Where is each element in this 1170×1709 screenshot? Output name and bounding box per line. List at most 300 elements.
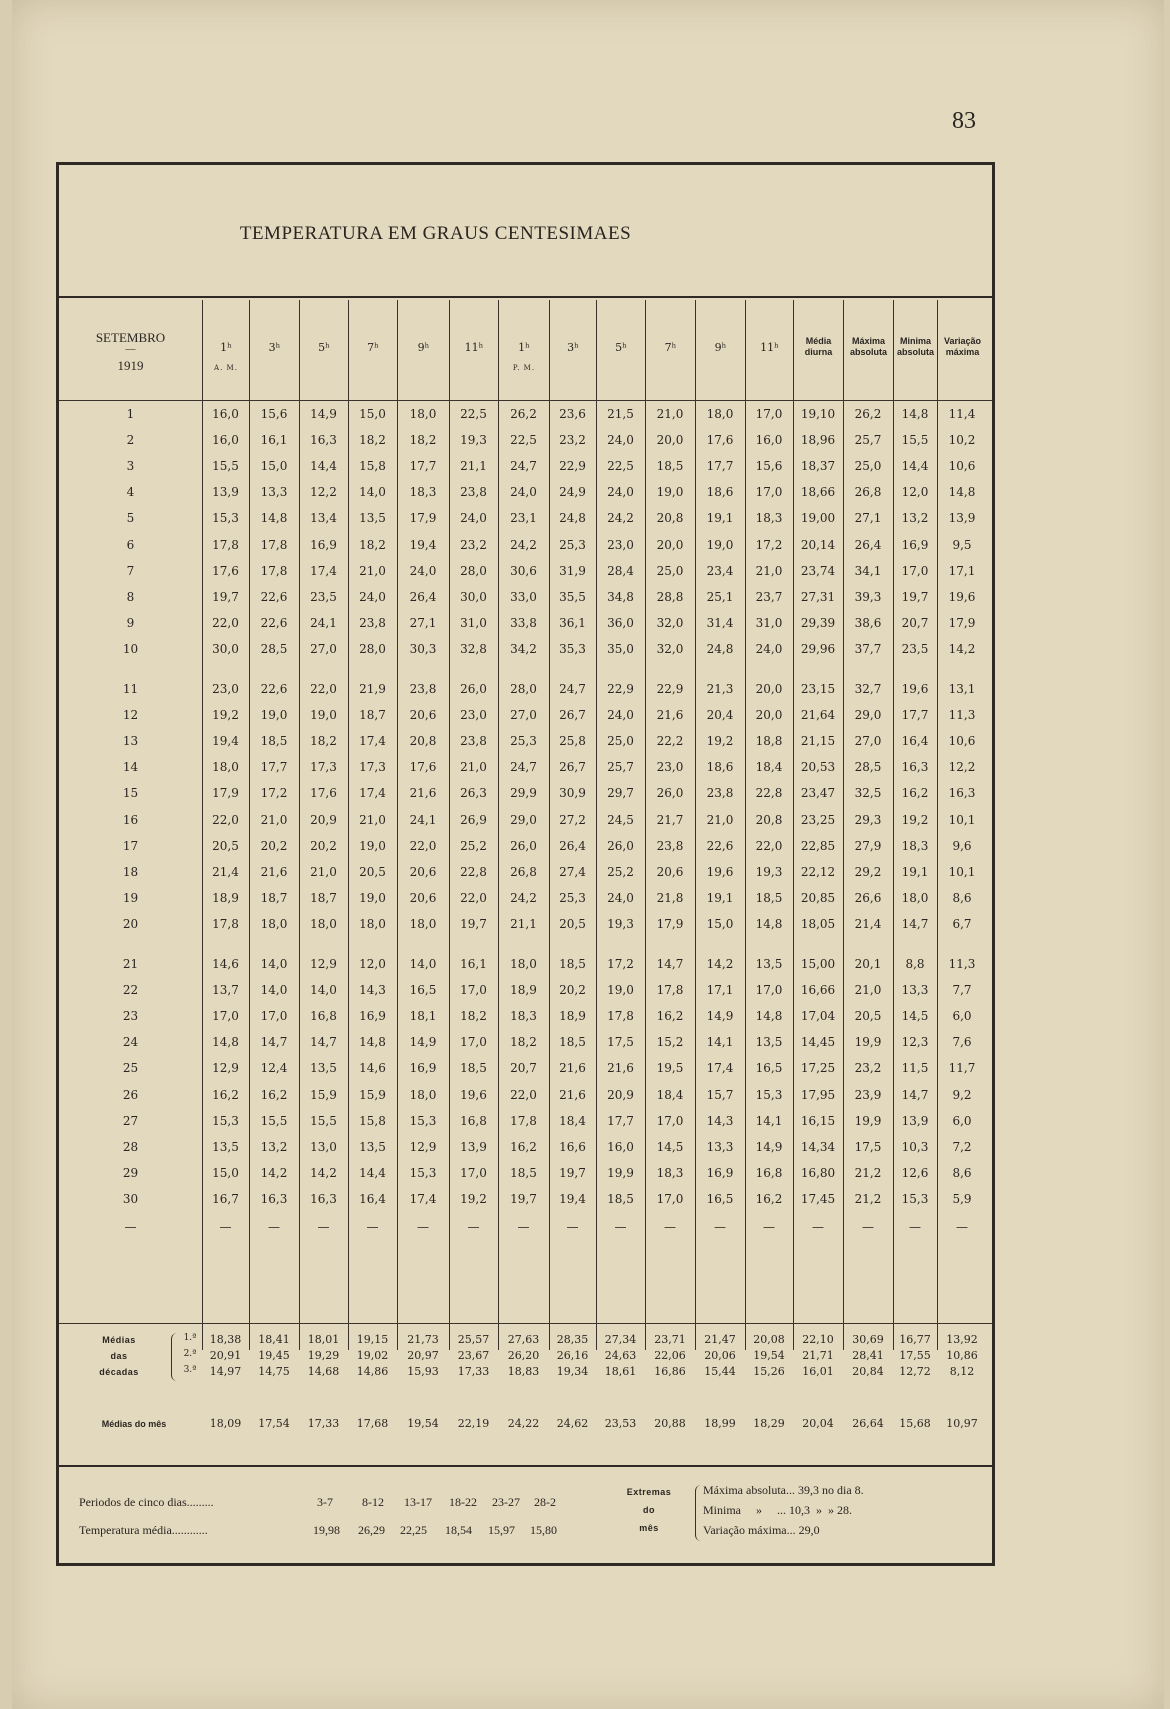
decade-cell: 14,86 <box>356 1365 389 1378</box>
decade-cell: 14,75 <box>258 1365 290 1378</box>
table-row <box>59 1190 992 1214</box>
table-cell: 26,4 <box>559 838 586 853</box>
column-divider <box>745 300 746 1350</box>
table-cell: 8,6 <box>952 890 972 905</box>
column-header <box>893 300 937 400</box>
day-label: 27 <box>122 1113 139 1128</box>
column-header <box>937 300 987 400</box>
decade-cell: 21,71 <box>802 1349 834 1362</box>
month-mean-cell: 17,33 <box>307 1417 340 1430</box>
table-cell: 18,3 <box>409 485 437 500</box>
table-cell: 24,7 <box>510 459 537 474</box>
decade-cell: 28,35 <box>556 1333 589 1346</box>
table-cell: 10,2 <box>948 433 976 448</box>
table-cell: 15,3 <box>212 511 239 526</box>
table-cell: 18,2 <box>409 433 437 448</box>
table-cell: 18,2 <box>310 734 337 749</box>
table-cell: 15,5 <box>260 1113 288 1128</box>
table-cell: 23,47 <box>800 786 836 801</box>
extremes-max: Máxima absoluta... 39,3 no dia 8. <box>703 1483 864 1497</box>
table-cell: 6,7 <box>952 916 972 931</box>
period-temp: 15,97 <box>488 1523 515 1537</box>
decade-cell: 19,02 <box>356 1349 389 1362</box>
table-cell: 26,2 <box>854 407 882 421</box>
table-cell: 19,6 <box>948 589 976 604</box>
decade-label-3: décadas <box>99 1367 139 1377</box>
table-cell: 18,0 <box>359 916 386 931</box>
table-cell: 17,6 <box>409 760 437 775</box>
table-row <box>59 863 992 887</box>
decade-cell: 19,29 <box>307 1349 340 1362</box>
periods-label: Periodos de cinco dias......... <box>79 1495 214 1509</box>
table-cell: 15,3 <box>755 1087 783 1102</box>
table-cell: 20,5 <box>559 916 586 931</box>
table-cell: 18,5 <box>559 957 586 971</box>
table-cell: 23,5 <box>901 641 929 656</box>
table-cell: 26,8 <box>854 485 882 500</box>
decade-cell: 26,20 <box>507 1349 540 1362</box>
table-cell: 24,5 <box>607 812 634 827</box>
table-cell: 15,7 <box>706 1087 734 1102</box>
table-cell: 21,4 <box>854 916 882 931</box>
column-divider <box>397 300 398 1350</box>
table-row <box>59 915 992 939</box>
table-cell: 26,4 <box>854 537 882 552</box>
decade-cell: 20,84 <box>852 1365 884 1378</box>
table-cell: 7,6 <box>952 1035 972 1050</box>
column-header <box>645 300 695 400</box>
decade-cell: 14,97 <box>209 1365 242 1378</box>
table-cell: 24,2 <box>607 511 634 526</box>
decade-cell: 8,12 <box>949 1365 975 1378</box>
table-cell: 20,0 <box>656 433 684 448</box>
table-cell: 37,7 <box>854 641 882 656</box>
table-cell: 14,6 <box>212 957 239 971</box>
table-cell: 20,2 <box>260 838 288 853</box>
table-cell: 20,5 <box>854 1009 882 1024</box>
table-cell: 26,7 <box>559 708 586 723</box>
column-header <box>498 300 549 400</box>
table-cell: 17,04 <box>800 1009 836 1024</box>
table-cell: 19,2 <box>460 1191 487 1206</box>
period-temp: 15,80 <box>530 1523 557 1537</box>
table-cell: 32,7 <box>854 682 882 696</box>
table-cell: 24,9 <box>559 485 586 500</box>
table-cell: 13,5 <box>755 957 783 971</box>
table-cell: 20,7 <box>510 1061 537 1076</box>
table-cell: 21,0 <box>310 864 337 879</box>
table-cell: 39,3 <box>854 589 882 604</box>
month-mean-cell: 15,68 <box>899 1417 931 1430</box>
table-cell: 15,2 <box>656 1035 684 1050</box>
table-row <box>59 483 992 507</box>
column-header <box>299 300 348 400</box>
table-cell: 27,0 <box>310 641 337 656</box>
decade-cell: 18,41 <box>258 1333 290 1346</box>
table-cell: 29,9 <box>510 786 537 801</box>
decade-cell: 10,86 <box>946 1349 978 1362</box>
table-cell: 13,5 <box>212 1139 239 1154</box>
extremes-brace <box>695 1485 702 1541</box>
table-cell: 16,80 <box>800 1165 836 1180</box>
table-row <box>59 457 992 481</box>
table-cell: 24,1 <box>310 615 337 630</box>
table-cell: 14,2 <box>706 957 734 971</box>
table-cell: 25,3 <box>559 537 586 552</box>
table-cell: 14,7 <box>260 1035 288 1050</box>
table-cell: 14,0 <box>260 957 288 971</box>
dash-mark: — <box>664 1220 676 1234</box>
table-cell: 17,0 <box>260 1009 288 1024</box>
table-cell: 14,8 <box>359 1035 386 1050</box>
table-cell: 20,8 <box>755 812 783 827</box>
table-cell: 26,0 <box>656 786 684 801</box>
table-cell: 25,3 <box>559 890 586 905</box>
table-cell: 20,2 <box>559 983 586 998</box>
table-cell: 20,6 <box>656 864 684 879</box>
table-cell: 15,8 <box>359 459 386 474</box>
table-cell: 17,9 <box>409 511 437 526</box>
decade-separator <box>59 1323 992 1324</box>
column-header-label: Média diurna <box>804 336 833 357</box>
table-cell: 20,9 <box>607 1087 634 1102</box>
table-frame <box>56 162 995 1566</box>
month-mean-cell: 24,62 <box>556 1417 589 1430</box>
table-row <box>59 405 992 429</box>
table-cell: 30,9 <box>559 786 586 801</box>
table-cell: 29,96 <box>800 641 836 656</box>
table-cell: 18,3 <box>901 838 929 853</box>
table-cell: 27,1 <box>854 511 882 526</box>
table-cell: 16,5 <box>755 1061 783 1076</box>
day-label: 15 <box>122 786 139 801</box>
table-cell: 21,0 <box>755 563 783 578</box>
table-cell: 22,85 <box>800 838 836 853</box>
table-cell: 18,5 <box>559 1035 586 1050</box>
column-header <box>249 300 299 400</box>
table-cell: 13,9 <box>212 485 239 500</box>
table-cell: 16,8 <box>460 1113 487 1128</box>
table-cell: 20,1 <box>854 957 882 971</box>
table-cell: 14,9 <box>310 407 337 421</box>
table-cell: 28,4 <box>607 563 634 578</box>
column-header <box>449 300 498 400</box>
table-cell: 12,0 <box>359 957 386 971</box>
table-cell: 20,0 <box>755 708 783 723</box>
table-cell: 19,0 <box>656 485 684 500</box>
month-means-cells <box>59 1415 992 1439</box>
table-cell: 26,9 <box>460 812 487 827</box>
table-cell: 23,1 <box>510 511 537 526</box>
month-mean-cell: 18,09 <box>209 1417 242 1430</box>
column-divider <box>695 300 696 1350</box>
table-cell: 19,9 <box>854 1035 882 1050</box>
table-cell: 11,3 <box>948 957 976 971</box>
table-cell: 28,5 <box>854 760 882 775</box>
month-dash: — <box>125 344 136 355</box>
table-cell: 17,6 <box>706 433 734 448</box>
table-cell: 13,9 <box>460 1139 487 1154</box>
table-cell: 16,3 <box>310 1191 337 1206</box>
column-divider <box>549 300 550 1350</box>
table-cell: 28,8 <box>656 589 684 604</box>
table-cell: 18,3 <box>755 511 783 526</box>
table-cell: 22,6 <box>260 589 288 604</box>
column-header <box>397 300 449 400</box>
table-cell: 13,2 <box>901 511 929 526</box>
table-cell: 14,5 <box>656 1139 684 1154</box>
column-divider <box>793 300 794 1350</box>
table-cell: 12,9 <box>310 957 337 971</box>
table-cell: 21,6 <box>409 786 437 801</box>
table-cell: 22,0 <box>212 812 239 827</box>
decade-ordinal: 3.ª <box>183 1365 197 1375</box>
table-cell: 23,7 <box>755 589 783 604</box>
footer <box>59 1471 992 1561</box>
table-cell: 18,5 <box>460 1061 487 1076</box>
table-cell: 22,2 <box>656 734 684 749</box>
table-cell: 17,2 <box>260 786 288 801</box>
table-cell: 16,2 <box>755 1191 783 1206</box>
table-cell: 12,6 <box>901 1165 929 1180</box>
table-cell: 18,6 <box>706 760 734 775</box>
column-header-sub: P. M. <box>512 364 536 372</box>
table-cell: 31,4 <box>706 615 734 630</box>
table-cell: 14,0 <box>260 983 288 998</box>
month-mean-cell: 17,68 <box>356 1417 389 1430</box>
table-cell: 18,5 <box>755 890 783 905</box>
dash-mark: — <box>812 1220 824 1234</box>
table-cell: 19,2 <box>212 708 239 723</box>
table-cell: 9,6 <box>952 838 972 853</box>
table-cell: 19,7 <box>460 916 487 931</box>
table-cell: 27,9 <box>854 838 882 853</box>
table-cell: 21,6 <box>559 1061 586 1076</box>
day-label: 30 <box>122 1191 139 1206</box>
day-label: 11 <box>122 682 139 696</box>
table-cell: 36,1 <box>559 615 586 630</box>
table-cell: 8,6 <box>952 1165 972 1180</box>
day-label: 26 <box>122 1087 139 1102</box>
table-cell: 21,0 <box>359 563 386 578</box>
table-cell: 17,7 <box>901 708 929 723</box>
table-cell: 14,2 <box>948 641 976 656</box>
table-cell: 16,2 <box>510 1139 537 1154</box>
period-temp: 18,54 <box>445 1523 472 1537</box>
table-cell: 21,0 <box>460 760 487 775</box>
table-cell: 17,0 <box>460 1165 487 1180</box>
table-cell: 10,1 <box>948 812 976 827</box>
table-cell: 25,0 <box>656 563 684 578</box>
table-cell: 20,8 <box>409 734 437 749</box>
table-cell: 19,0 <box>310 708 337 723</box>
table-cell: 38,6 <box>854 615 882 630</box>
column-divider <box>498 300 499 1350</box>
table-cell: 17,8 <box>260 563 288 578</box>
day-label: 14 <box>122 760 139 775</box>
table-cell: 16,3 <box>260 1191 288 1206</box>
column-divider <box>645 300 646 1350</box>
table-cell: 17,8 <box>212 916 239 931</box>
column-divider <box>449 300 450 1350</box>
table-cell: 23,15 <box>800 682 836 696</box>
table-cell: 16,3 <box>310 433 337 448</box>
table-row <box>59 431 992 455</box>
decade-cell: 22,06 <box>654 1349 686 1362</box>
table-cell: 24,0 <box>607 485 634 500</box>
table-cell: 19,10 <box>800 407 836 421</box>
table-cell: 19,4 <box>559 1191 586 1206</box>
table-cell: 19,1 <box>901 864 929 879</box>
table-cell: 27,1 <box>409 615 437 630</box>
column-header-sub: A. M. <box>214 364 238 372</box>
table-cell: 26,7 <box>559 760 586 775</box>
table-cell: 19,6 <box>706 864 734 879</box>
table-cell: 13,3 <box>260 485 288 500</box>
table-cell: 17,4 <box>409 1191 437 1206</box>
period-value: 28-2 <box>534 1495 556 1509</box>
table-cell: 12,2 <box>948 760 976 775</box>
table-cell: 17,7 <box>409 459 437 474</box>
table-cell: 13,0 <box>310 1139 337 1154</box>
decade-cell: 21,73 <box>407 1333 439 1346</box>
table-cell: 15,3 <box>901 1191 929 1206</box>
table-cell: 15,5 <box>212 459 239 474</box>
table-row <box>59 981 992 1005</box>
table-cell: 15,6 <box>755 459 783 474</box>
table-cell: 16,0 <box>755 433 783 448</box>
column-divider <box>893 300 894 1350</box>
table-cell: 19,0 <box>607 983 634 998</box>
table-cell: 16,6 <box>559 1139 586 1154</box>
decade-cell: 20,97 <box>407 1349 439 1362</box>
table-cell: 16,2 <box>260 1087 288 1102</box>
year-label: 1919 <box>117 358 144 373</box>
table-cell: 11,3 <box>948 708 976 723</box>
table-cell: 19,2 <box>901 812 929 827</box>
table-cell: 18,05 <box>800 916 836 931</box>
table-cell: 14,2 <box>310 1165 337 1180</box>
table-cell: 22,5 <box>607 459 634 474</box>
table-cell: 26,8 <box>510 864 537 879</box>
decade-cell: 18,83 <box>507 1365 540 1378</box>
table-cell: 18,2 <box>359 433 386 448</box>
table-cell: 26,2 <box>510 407 537 421</box>
decade-cell: 19,54 <box>753 1349 785 1362</box>
table-cell: 13,4 <box>310 511 337 526</box>
table-cell: 27,31 <box>800 589 836 604</box>
table-cell: 16,9 <box>706 1165 734 1180</box>
table-cell: 19,9 <box>607 1165 634 1180</box>
table-cell: 15,3 <box>409 1113 437 1128</box>
table-cell: 14,4 <box>359 1165 386 1180</box>
table-cell: 27,0 <box>510 708 537 723</box>
table-cell: 18,0 <box>510 957 537 971</box>
day-label: 21 <box>122 957 139 971</box>
table-cell: 25,2 <box>460 838 487 853</box>
table-cell: 11,4 <box>948 407 976 421</box>
column-header-label: 5ʰ <box>615 341 627 354</box>
table-cell: 26,6 <box>854 890 882 905</box>
day-label: 29 <box>122 1165 139 1180</box>
column-header-label: 9ʰ <box>714 341 727 354</box>
table-cell: 13,3 <box>901 983 929 998</box>
column-header-label: 11ʰ <box>464 341 484 354</box>
table-cell: 20,14 <box>800 537 836 552</box>
table-cell: 14,5 <box>901 1009 929 1024</box>
table-cell: 21,3 <box>706 682 734 696</box>
page-number: 83 <box>952 108 976 134</box>
table-cell: 24,2 <box>510 890 537 905</box>
table-cell: 17,8 <box>607 1009 634 1024</box>
column-header <box>793 300 843 400</box>
table-cell: 16,5 <box>409 983 437 998</box>
table-cell: 11,5 <box>901 1061 929 1076</box>
table-row <box>59 588 992 612</box>
decade-label-2: das <box>110 1351 128 1361</box>
column-divider <box>299 300 300 1350</box>
table-cell: 24,2 <box>510 537 537 552</box>
dash-mark: — <box>862 1220 874 1234</box>
table-cell: 10,6 <box>948 734 976 749</box>
table-cell: 16,1 <box>460 957 487 971</box>
extremes-title-3: mês <box>639 1523 659 1533</box>
table-cell: 20,9 <box>310 812 337 827</box>
table-cell: 18,9 <box>212 890 239 905</box>
table-cell: 16,3 <box>901 760 929 775</box>
column-header-label: 3ʰ <box>567 341 579 354</box>
table-cell: 23,8 <box>706 786 734 801</box>
table-cell: 7,2 <box>952 1139 972 1154</box>
table-cell: 23,8 <box>460 485 487 500</box>
table-cell: 23,8 <box>359 615 386 630</box>
table-cell: 13,5 <box>310 1061 337 1076</box>
table-cell: 25,1 <box>706 589 734 604</box>
table-cell: 21,2 <box>854 1165 882 1180</box>
day-label: 23 <box>122 1009 139 1024</box>
table-cell: 17,2 <box>607 957 634 971</box>
table-cell: 15,9 <box>359 1087 386 1102</box>
table-cell: 30,6 <box>510 563 537 578</box>
table-cell: 18,3 <box>510 1009 537 1024</box>
table-cell: 17,6 <box>212 563 239 578</box>
table-cell: 16,4 <box>359 1191 386 1206</box>
day-label: 3 <box>126 459 135 474</box>
table-cell: 19,0 <box>359 890 386 905</box>
table-cell: 14,1 <box>706 1035 734 1050</box>
column-header-label: Máxima absoluta <box>849 336 887 357</box>
table-cell: 21,6 <box>656 708 684 723</box>
table-cell: 17,7 <box>706 459 734 474</box>
table-cell: 11,7 <box>948 1061 976 1076</box>
month-mean-cell: 17,54 <box>258 1417 290 1430</box>
table-cell: 18,4 <box>755 760 783 775</box>
month-means-label: Médias do mês <box>101 1419 167 1429</box>
month-mean-cell: 24,22 <box>507 1417 540 1430</box>
table-cell: 9,5 <box>952 537 972 552</box>
table-cell: 34,2 <box>510 641 537 656</box>
day-label: 2 <box>126 433 135 448</box>
table-cell: 19,7 <box>559 1165 586 1180</box>
table-cell: 25,7 <box>607 760 634 775</box>
table-cell: 30,0 <box>212 641 239 656</box>
decade-cell: 17,55 <box>899 1349 931 1362</box>
day-label: 20 <box>122 916 139 931</box>
table-cell: 15,0 <box>260 459 288 474</box>
table-cell: 14,7 <box>656 957 684 971</box>
dash-row <box>59 1218 992 1242</box>
table-cell: 25,7 <box>854 433 882 448</box>
